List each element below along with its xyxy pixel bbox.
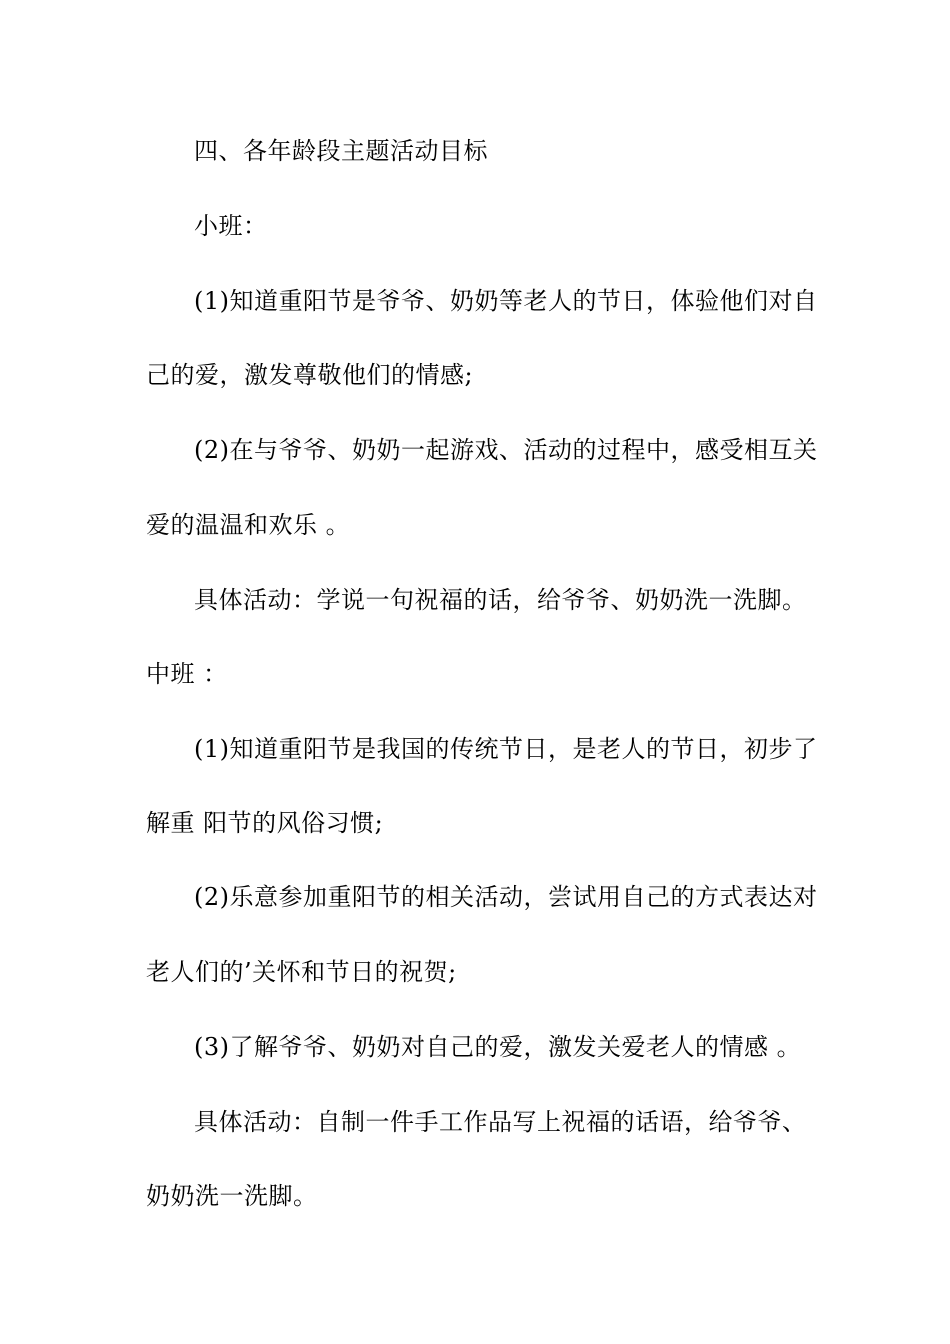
paragraph-line: 爱的温温和欢乐 。	[146, 511, 351, 539]
paragraph-line: 具体活动：自制一件手工作品写上祝福的话语，给爷爷、	[194, 1108, 807, 1136]
paragraph-line: (1)知道重阳节是我国的传统节日，是老人的节日，初步了	[194, 735, 818, 763]
paragraph-line: 解重 阳节的风俗习惯;	[146, 809, 384, 837]
paragraph-line: 具体活动：学说一句祝福的话，给爷爷、奶奶洗一洗脚。	[194, 586, 807, 614]
paragraph-line: (2)乐意参加重阳节的相关活动，尝试用自己的方式表达对	[194, 883, 818, 911]
paragraph-line: 奶奶洗一洗脚。	[146, 1182, 318, 1210]
class-heading-middle: 中班 ：	[146, 660, 228, 688]
paragraph-line: (1)知道重阳节是爷爷、奶奶等老人的节日，体验他们对自	[194, 287, 818, 315]
section-heading: 四、各年龄段主题活动目标	[194, 137, 488, 165]
paragraph-line: 己的爱，激发尊敬他们的情感;	[146, 361, 474, 389]
class-heading-small: 小班：	[194, 212, 268, 240]
paragraph-line: (2)在与爷爷、奶奶一起游戏、活动的过程中，感受相互关	[194, 436, 818, 464]
paragraph-line: (3)了解爷爷、奶奶对自己的爱，激发关爱老人的情感 。	[194, 1033, 802, 1061]
paragraph-line: 老人们的’关怀和节日的祝贺;	[146, 958, 457, 986]
